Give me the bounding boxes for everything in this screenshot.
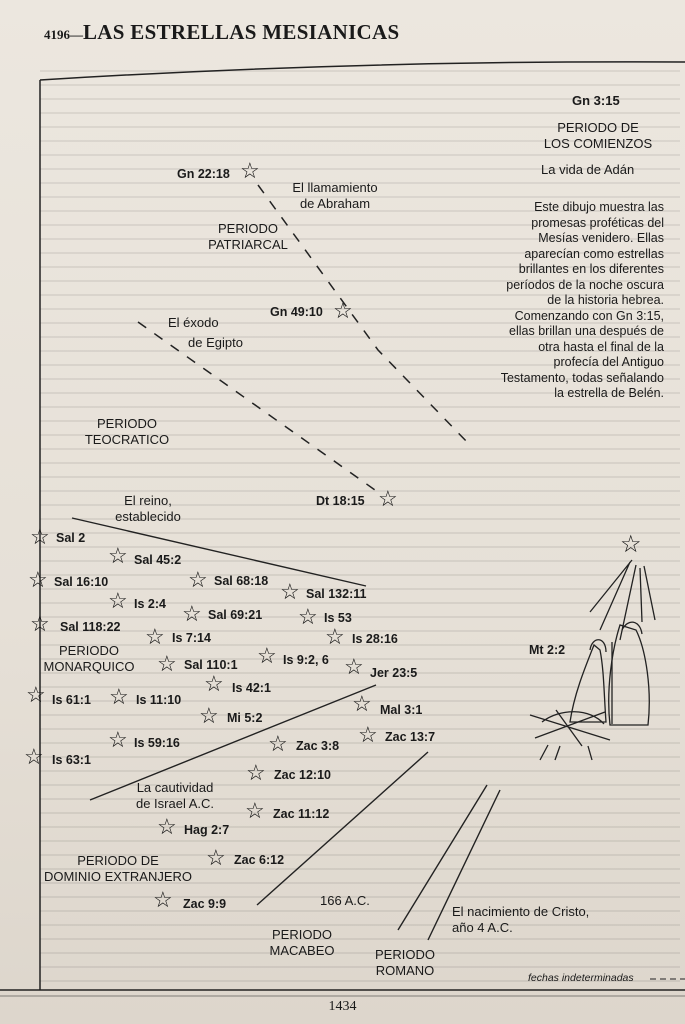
star-icon: ☆ bbox=[145, 624, 165, 649]
bethlehem-star-icon: ☆ bbox=[620, 531, 642, 558]
star-ref-hag-2-7: Hag 2:7 bbox=[184, 823, 230, 837]
star-icon: ☆ bbox=[109, 684, 129, 709]
star-ref-zac-6-12: Zac 6:12 bbox=[234, 853, 285, 867]
star-icon: ☆ bbox=[182, 601, 202, 626]
star-icon: ☆ bbox=[358, 722, 378, 747]
star-icon: ☆ bbox=[246, 760, 266, 785]
star-ref-is-61-1: Is 61:1 bbox=[52, 693, 91, 707]
star-ref-zac-3-8: Zac 3:8 bbox=[296, 739, 340, 753]
periodo-macabeo-label: PERIODO MACABEO bbox=[269, 927, 335, 958]
star-ref-is-9-2-6: Is 9:2, 6 bbox=[283, 653, 329, 667]
star-ref-zac-11-12: Zac 11:12 bbox=[273, 807, 330, 821]
star-ref-is-2-4: Is 2:4 bbox=[134, 597, 166, 611]
star-ref-jer-23-5: Jer 23:5 bbox=[370, 666, 418, 680]
star-icon: ☆ bbox=[108, 543, 128, 568]
star-icon: ☆ bbox=[30, 611, 50, 636]
page-prefix: 4196— bbox=[44, 27, 83, 42]
period-comienzos: PERIODO DE LOS COMIENZOS bbox=[543, 120, 653, 151]
star-icon: ☆ bbox=[28, 567, 48, 592]
star-icon: ☆ bbox=[188, 567, 208, 592]
star-icon: ☆ bbox=[325, 624, 345, 649]
star-ref-sal-2: Sal 2 bbox=[56, 531, 86, 545]
star-icon: ☆ bbox=[199, 703, 219, 728]
star-icon: ☆ bbox=[257, 643, 277, 668]
page-number: 1434 bbox=[328, 999, 357, 1014]
fecha-166-label: 166 A.C. bbox=[320, 893, 370, 908]
star-ref-is-59-16: Is 59:16 bbox=[134, 736, 180, 750]
periodo-patriarcal-label: PERIODO PATRIARCAL bbox=[208, 221, 288, 252]
star-ref-is-7-14: Is 7:14 bbox=[172, 631, 211, 645]
star-ref-is-28-16: Is 28:16 bbox=[352, 632, 398, 646]
star-icon: ☆ bbox=[352, 691, 372, 716]
star-icon: ☆ bbox=[378, 486, 398, 511]
periodo-monarquico-label: PERIODO MONARQUICO bbox=[43, 643, 135, 674]
star-ref-gn-22-18: Gn 22:18 bbox=[177, 167, 230, 181]
exodo-label-2: de Egipto bbox=[188, 335, 243, 350]
star-icon: ☆ bbox=[280, 579, 300, 604]
star-icon: ☆ bbox=[26, 682, 46, 707]
star-icon: ☆ bbox=[108, 588, 128, 613]
ref-gn-3-15: Gn 3:15 bbox=[572, 93, 620, 108]
star-icon: ☆ bbox=[157, 814, 177, 839]
star-icon: ☆ bbox=[157, 651, 177, 676]
star-icon: ☆ bbox=[344, 654, 364, 679]
star-ref-sal-45-2: Sal 45:2 bbox=[134, 553, 182, 567]
star-ref-mal-3-1: Mal 3:1 bbox=[380, 703, 423, 717]
llamamiento-label: El llamamiento de Abraham bbox=[292, 180, 378, 211]
star-icon: ☆ bbox=[206, 845, 226, 870]
star-icon: ☆ bbox=[30, 524, 50, 549]
star-ref-sal-16-10: Sal 16:10 bbox=[54, 575, 109, 589]
star-ref-is-63-1: Is 63:1 bbox=[52, 753, 91, 767]
reino-label: El reino, establecido bbox=[115, 493, 181, 524]
star-ref-sal-68-18: Sal 68:18 bbox=[214, 574, 269, 588]
star-icon: ☆ bbox=[24, 744, 44, 769]
star-icon: ☆ bbox=[204, 671, 224, 696]
star-icon: ☆ bbox=[245, 798, 265, 823]
ref-mt-2-2: Mt 2:2 bbox=[529, 643, 566, 657]
star-ref-is-53: Is 53 bbox=[324, 611, 352, 625]
cautividad-label: La cautividad de Israel A.C. bbox=[135, 780, 215, 811]
star-ref-zac-12-10: Zac 12:10 bbox=[274, 768, 331, 782]
star-ref-dt-18-15: Dt 18:15 bbox=[316, 494, 365, 508]
exodo-label-1: El éxodo bbox=[168, 315, 219, 330]
star-ref-sal-69-21: Sal 69:21 bbox=[208, 608, 263, 622]
star-icon: ☆ bbox=[298, 604, 318, 629]
star-ref-is-11-10: Is 11:10 bbox=[136, 693, 182, 707]
star-ref-sal-132-11: Sal 132:11 bbox=[306, 587, 367, 601]
nacimiento-cristo-label: El nacimiento de Cristo, año 4 A.C. bbox=[452, 904, 590, 935]
page-title: LAS ESTRELLAS MESIANICAS bbox=[83, 20, 400, 44]
periodo-romano-label: PERIODO ROMANO bbox=[375, 947, 435, 978]
star-icon: ☆ bbox=[240, 158, 260, 183]
periodo-teocratico-label: PERIODO TEOCRATICO bbox=[84, 416, 170, 447]
star-icon: ☆ bbox=[268, 731, 288, 756]
star-icon: ☆ bbox=[108, 727, 128, 752]
vida-adan-label: La vida de Adán bbox=[541, 162, 635, 177]
periodo-extranjero-label: PERIODO DE DOMINIO EXTRANJERO bbox=[43, 853, 193, 884]
star-ref-sal-110-1: Sal 110:1 bbox=[184, 658, 238, 672]
star-ref-is-42-1: Is 42:1 bbox=[232, 681, 271, 695]
star-ref-sal-118-22: Sal 118:22 bbox=[60, 620, 121, 634]
fechas-indeterminadas-label: fechas indeterminadas bbox=[528, 972, 634, 984]
description-text: Este dibujo muestra las promesas proféticas del Mesías venidero. Ellas aparecían como estrellas brillantes en los diferentes períodos de la noche oscura de la historia hebrea. Comenzando con Gn 3:15, ellas brillan una después de otra hasta el final de la profecía del Antiguo Testamento, todas señalando la estrella de Belén. bbox=[500, 200, 664, 400]
star-ref-gn-49-10: Gn 49:10 bbox=[270, 305, 323, 319]
nativity-illustration-icon bbox=[530, 560, 655, 760]
star-icon: ☆ bbox=[333, 298, 353, 323]
star-ref-mi-5-2: Mi 5:2 bbox=[227, 711, 263, 725]
star-ref-zac-13-7: Zac 13:7 bbox=[385, 730, 436, 744]
star-icon: ☆ bbox=[153, 887, 173, 912]
star-ref-zac-9-9: Zac 9:9 bbox=[183, 897, 227, 911]
